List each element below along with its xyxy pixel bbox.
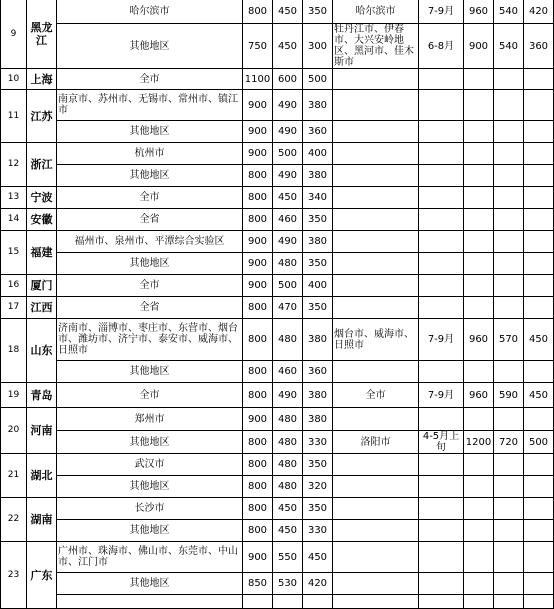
table-cell: 长沙市 — [57, 498, 243, 520]
table-cell: 450 — [273, 24, 303, 69]
table-cell — [419, 165, 464, 187]
table-cell — [494, 297, 524, 319]
table-cell: 900 — [243, 121, 273, 143]
table-cell: 450 — [273, 520, 303, 542]
table-cell: 900 — [243, 408, 273, 431]
table-row — [1, 476, 554, 498]
table-cell: 广东 — [27, 542, 57, 609]
table-cell: 10 — [1, 69, 27, 90]
table-cell: 500 — [303, 69, 333, 90]
table-cell — [494, 520, 524, 542]
table-cell: 480 — [273, 408, 303, 431]
table-cell — [464, 573, 494, 595]
table-cell: 490 — [273, 165, 303, 187]
table-cell: 7-9月 — [419, 383, 464, 408]
table-cell — [333, 498, 419, 520]
table-cell: 800 — [243, 431, 273, 454]
table-cell — [333, 361, 419, 383]
table-cell — [494, 253, 524, 275]
table-cell: 武汉市 — [57, 454, 243, 476]
table-row — [1, 573, 554, 595]
table-cell: 800 — [243, 209, 273, 231]
table-row — [1, 498, 554, 520]
table-cell: 其他地区 — [57, 361, 243, 383]
table-cell — [464, 69, 494, 90]
table-row — [1, 165, 554, 187]
table-cell: 全省 — [57, 209, 243, 231]
table-cell: 全市 — [57, 383, 243, 408]
table-cell — [333, 209, 419, 231]
table-cell — [524, 542, 554, 573]
table-cell — [419, 476, 464, 498]
table-cell — [524, 209, 554, 231]
table-cell: 480 — [273, 454, 303, 476]
table-cell: 全省 — [57, 297, 243, 319]
table-cell: 全市 — [57, 69, 243, 90]
table-row — [1, 383, 554, 408]
table-cell: 720 — [494, 431, 524, 454]
table-cell — [494, 542, 524, 573]
table-cell — [494, 69, 524, 90]
table-cell: 其他地区 — [57, 253, 243, 275]
table-row — [1, 275, 554, 297]
table-cell: 南京市、苏州市、无锡市、常州市、镇江市 — [57, 90, 243, 121]
table-cell: 19 — [1, 383, 27, 408]
table-cell — [464, 542, 494, 573]
table-cell: 380 — [303, 383, 333, 408]
table-cell: 其他地区 — [57, 24, 243, 69]
table-cell: 380 — [303, 319, 333, 361]
table-cell: 800 — [243, 498, 273, 520]
table-cell: 490 — [273, 383, 303, 408]
table-cell: 380 — [303, 408, 333, 431]
table-cell — [419, 90, 464, 121]
table-cell: 800 — [243, 476, 273, 498]
table-cell — [464, 454, 494, 476]
table-cell: 480 — [273, 476, 303, 498]
table-cell: 青岛 — [27, 383, 57, 408]
table-cell — [333, 542, 419, 573]
table-row — [1, 454, 554, 476]
table-row — [1, 69, 554, 90]
table-cell — [464, 361, 494, 383]
table-cell: 上海 — [27, 69, 57, 90]
table-cell — [419, 573, 464, 595]
table-cell: 21 — [1, 454, 27, 498]
table-cell: 550 — [273, 542, 303, 573]
table-cell — [333, 90, 419, 121]
table-cell — [464, 595, 494, 609]
table-cell: 960 — [464, 383, 494, 408]
table-cell — [524, 361, 554, 383]
table-cell — [524, 187, 554, 209]
table-cell: 350 — [303, 253, 333, 275]
table-cell: 其他地区 — [57, 431, 243, 454]
table-row — [1, 361, 554, 383]
table-cell — [524, 297, 554, 319]
table-cell: 哈尔滨市 — [57, 0, 243, 24]
table-cell: 湖北 — [27, 454, 57, 498]
table-cell: 460 — [273, 209, 303, 231]
table-cell: 哈尔滨市 — [333, 0, 419, 24]
table-cell — [333, 595, 419, 609]
table-cell — [524, 595, 554, 609]
table-cell: 其他地区 — [57, 520, 243, 542]
table-row — [1, 595, 554, 609]
table-row — [1, 121, 554, 143]
table-cell — [494, 454, 524, 476]
table-cell — [333, 165, 419, 187]
table-cell — [464, 187, 494, 209]
table-cell: 16 — [1, 275, 27, 297]
table-row — [1, 431, 554, 454]
table-cell: 800 — [243, 361, 273, 383]
table-cell — [494, 90, 524, 121]
table-cell — [494, 361, 524, 383]
table-cell — [333, 454, 419, 476]
table-cell — [333, 297, 419, 319]
table-cell — [494, 275, 524, 297]
table-row — [1, 0, 554, 24]
table-cell: 380 — [303, 165, 333, 187]
table-cell — [524, 498, 554, 520]
table-cell: 浙江 — [27, 143, 57, 187]
table-cell — [333, 121, 419, 143]
table-cell — [333, 573, 419, 595]
table-cell: 江苏 — [27, 90, 57, 143]
table-cell — [419, 231, 464, 253]
table-cell: 其他地区 — [57, 476, 243, 498]
table-cell: 福建 — [27, 231, 57, 275]
table-cell: 900 — [243, 90, 273, 121]
table-cell — [243, 595, 273, 609]
table-cell: 20 — [1, 408, 27, 454]
table-cell — [494, 209, 524, 231]
table-cell — [494, 476, 524, 498]
table-cell: 6-8月 — [419, 24, 464, 69]
table-cell — [419, 275, 464, 297]
table-cell — [464, 209, 494, 231]
table-row — [1, 408, 554, 431]
table-cell: 400 — [303, 143, 333, 165]
table-row — [1, 231, 554, 253]
table-cell — [419, 253, 464, 275]
table-cell — [464, 408, 494, 431]
table-cell: 380 — [303, 231, 333, 253]
table-cell: 山东 — [27, 319, 57, 383]
table-cell — [333, 231, 419, 253]
table-cell: 其他地区 — [57, 573, 243, 595]
table-cell: 郑州市 — [57, 408, 243, 431]
table-cell: 480 — [273, 253, 303, 275]
table-cell — [464, 231, 494, 253]
table-cell: 江西 — [27, 297, 57, 319]
table-cell — [419, 69, 464, 90]
table-cell — [419, 297, 464, 319]
table-row — [1, 187, 554, 209]
table-cell — [419, 595, 464, 609]
table-row — [1, 253, 554, 275]
table-cell — [464, 520, 494, 542]
table-cell: 7-9月 — [419, 319, 464, 361]
table-cell — [464, 476, 494, 498]
table-cell: 1200 — [464, 431, 494, 454]
table-cell — [524, 231, 554, 253]
table-cell: 900 — [243, 275, 273, 297]
table-cell — [464, 121, 494, 143]
table-cell: 960 — [464, 0, 494, 24]
table-cell: 全市 — [57, 275, 243, 297]
table-cell: 530 — [273, 573, 303, 595]
table-cell: 600 — [273, 69, 303, 90]
table-cell: 800 — [243, 319, 273, 361]
table-cell: 850 — [243, 573, 273, 595]
table-cell: 800 — [243, 520, 273, 542]
table-cell: 450 — [273, 187, 303, 209]
table-cell: 22 — [1, 498, 27, 542]
table-cell — [273, 595, 303, 609]
table-cell: 其他地区 — [57, 165, 243, 187]
table-cell — [464, 143, 494, 165]
table-cell: 460 — [273, 361, 303, 383]
table-cell: 全市 — [333, 383, 419, 408]
table-cell — [524, 253, 554, 275]
table-cell — [524, 520, 554, 542]
table-cell — [419, 361, 464, 383]
table-cell: 广州市、珠海市、佛山市、东莞市、中山市、江门市 — [57, 542, 243, 573]
table-cell: 900 — [243, 542, 273, 573]
table-cell — [57, 595, 243, 609]
table-cell: 540 — [494, 0, 524, 24]
table-cell — [524, 573, 554, 595]
table-cell — [419, 520, 464, 542]
table-cell: 500 — [273, 275, 303, 297]
table-cell — [419, 209, 464, 231]
table-cell: 湖南 — [27, 498, 57, 542]
table-cell: 济南市、淄博市、枣庄市、东营市、烟台市、潍坊市、济宁市、泰安市、威海市、日照市 — [57, 319, 243, 361]
table-cell — [333, 69, 419, 90]
table-cell — [333, 408, 419, 431]
table-cell — [524, 165, 554, 187]
table-cell — [333, 187, 419, 209]
table-cell: 960 — [464, 319, 494, 361]
table-cell: 350 — [303, 0, 333, 24]
table-cell — [494, 498, 524, 520]
table-cell: 全市 — [57, 187, 243, 209]
table-row — [1, 520, 554, 542]
table-cell: 安徽 — [27, 209, 57, 231]
table-cell — [303, 595, 333, 609]
table-cell: 500 — [524, 431, 554, 454]
table-cell: 320 — [303, 476, 333, 498]
table-cell: 360 — [524, 24, 554, 69]
table-row — [1, 297, 554, 319]
table-cell — [419, 121, 464, 143]
table-cell: 350 — [303, 297, 333, 319]
table-cell: 河南 — [27, 408, 57, 454]
table-cell: 450 — [273, 498, 303, 520]
table-cell — [524, 90, 554, 121]
table-cell: 900 — [243, 253, 273, 275]
table-cell — [494, 143, 524, 165]
table-cell — [333, 520, 419, 542]
table-cell — [419, 498, 464, 520]
table-cell: 牡丹江市、伊春市、大兴安岭地区、黑河市、佳木斯市 — [333, 24, 419, 69]
table-cell: 490 — [273, 231, 303, 253]
table-cell — [524, 454, 554, 476]
table-cell: 18 — [1, 319, 27, 383]
table-cell: 400 — [303, 275, 333, 297]
table-cell: 14 — [1, 209, 27, 231]
table-cell: 烟台市、威海市、日照市 — [333, 319, 419, 361]
table-cell — [524, 121, 554, 143]
table-cell: 590 — [494, 383, 524, 408]
table-cell — [524, 408, 554, 431]
table-cell: 7-9月 — [419, 0, 464, 24]
table-cell: 360 — [303, 121, 333, 143]
table-cell: 11 — [1, 90, 27, 143]
table-cell — [524, 476, 554, 498]
table-row — [1, 209, 554, 231]
table-cell — [419, 408, 464, 431]
table-cell: 4-5月上旬 — [419, 431, 464, 454]
table-cell: 800 — [243, 165, 273, 187]
table-cell: 17 — [1, 297, 27, 319]
table-cell: 23 — [1, 542, 27, 609]
table-cell: 13 — [1, 187, 27, 209]
table-cell: 340 — [303, 187, 333, 209]
table-cell: 570 — [494, 319, 524, 361]
table-cell — [333, 143, 419, 165]
table-cell: 300 — [303, 24, 333, 69]
table-cell: 900 — [464, 24, 494, 69]
table-cell: 洛阳市 — [333, 431, 419, 454]
table-cell: 480 — [273, 431, 303, 454]
table-cell: 490 — [273, 121, 303, 143]
table-cell — [524, 69, 554, 90]
table-cell — [494, 121, 524, 143]
table-cell — [419, 542, 464, 573]
table-cell: 450 — [524, 383, 554, 408]
table-cell: 380 — [303, 90, 333, 121]
table-cell: 470 — [273, 297, 303, 319]
table-cell: 350 — [303, 498, 333, 520]
table-cell — [333, 275, 419, 297]
table-cell: 1100 — [243, 69, 273, 90]
table-cell: 800 — [243, 0, 273, 24]
table-cell — [419, 454, 464, 476]
table-row — [1, 24, 554, 69]
table-cell: 12 — [1, 143, 27, 187]
table-cell — [464, 275, 494, 297]
table-row — [1, 319, 554, 361]
table-cell — [494, 595, 524, 609]
table-cell: 350 — [303, 454, 333, 476]
table-cell — [494, 231, 524, 253]
table-cell: 450 — [303, 542, 333, 573]
table-cell: 900 — [243, 143, 273, 165]
table-cell: 15 — [1, 231, 27, 275]
table-cell — [419, 143, 464, 165]
table-cell — [333, 476, 419, 498]
table-cell: 杭州市 — [57, 143, 243, 165]
table-cell: 800 — [243, 297, 273, 319]
table-cell: 420 — [303, 573, 333, 595]
table-cell: 490 — [273, 90, 303, 121]
table-cell: 330 — [303, 431, 333, 454]
table-cell: 500 — [273, 143, 303, 165]
table-cell: 800 — [243, 187, 273, 209]
table-cell — [494, 165, 524, 187]
table-cell — [494, 573, 524, 595]
table-cell — [464, 253, 494, 275]
table-cell — [494, 408, 524, 431]
table-cell: 330 — [303, 520, 333, 542]
table-cell — [419, 187, 464, 209]
table-cell: 350 — [303, 209, 333, 231]
table-cell: 540 — [494, 24, 524, 69]
table-cell: 宁波 — [27, 187, 57, 209]
table-cell: 420 — [524, 0, 554, 24]
table-cell — [464, 90, 494, 121]
table-cell: 其他地区 — [57, 121, 243, 143]
table-cell: 厦门 — [27, 275, 57, 297]
table-cell: 900 — [243, 231, 273, 253]
table-cell — [464, 165, 494, 187]
table-cell: 750 — [243, 24, 273, 69]
table-cell — [464, 297, 494, 319]
table-cell: 福州市、泉州市、平潭综合实验区 — [57, 231, 243, 253]
table-row — [1, 542, 554, 573]
table-cell — [464, 498, 494, 520]
table-cell: 800 — [243, 383, 273, 408]
table-cell: 9 — [1, 0, 27, 69]
table-cell — [524, 275, 554, 297]
table-cell — [494, 187, 524, 209]
table-cell: 800 — [243, 454, 273, 476]
table-cell: 黑龙江 — [27, 0, 57, 69]
table-row — [1, 143, 554, 165]
table-cell: 450 — [273, 0, 303, 24]
table-cell: 450 — [524, 319, 554, 361]
table-body — [1, 0, 554, 609]
table-cell — [333, 253, 419, 275]
table-row — [1, 90, 554, 121]
table-cell: 360 — [303, 361, 333, 383]
table-cell: 480 — [273, 319, 303, 361]
table-cell — [524, 143, 554, 165]
